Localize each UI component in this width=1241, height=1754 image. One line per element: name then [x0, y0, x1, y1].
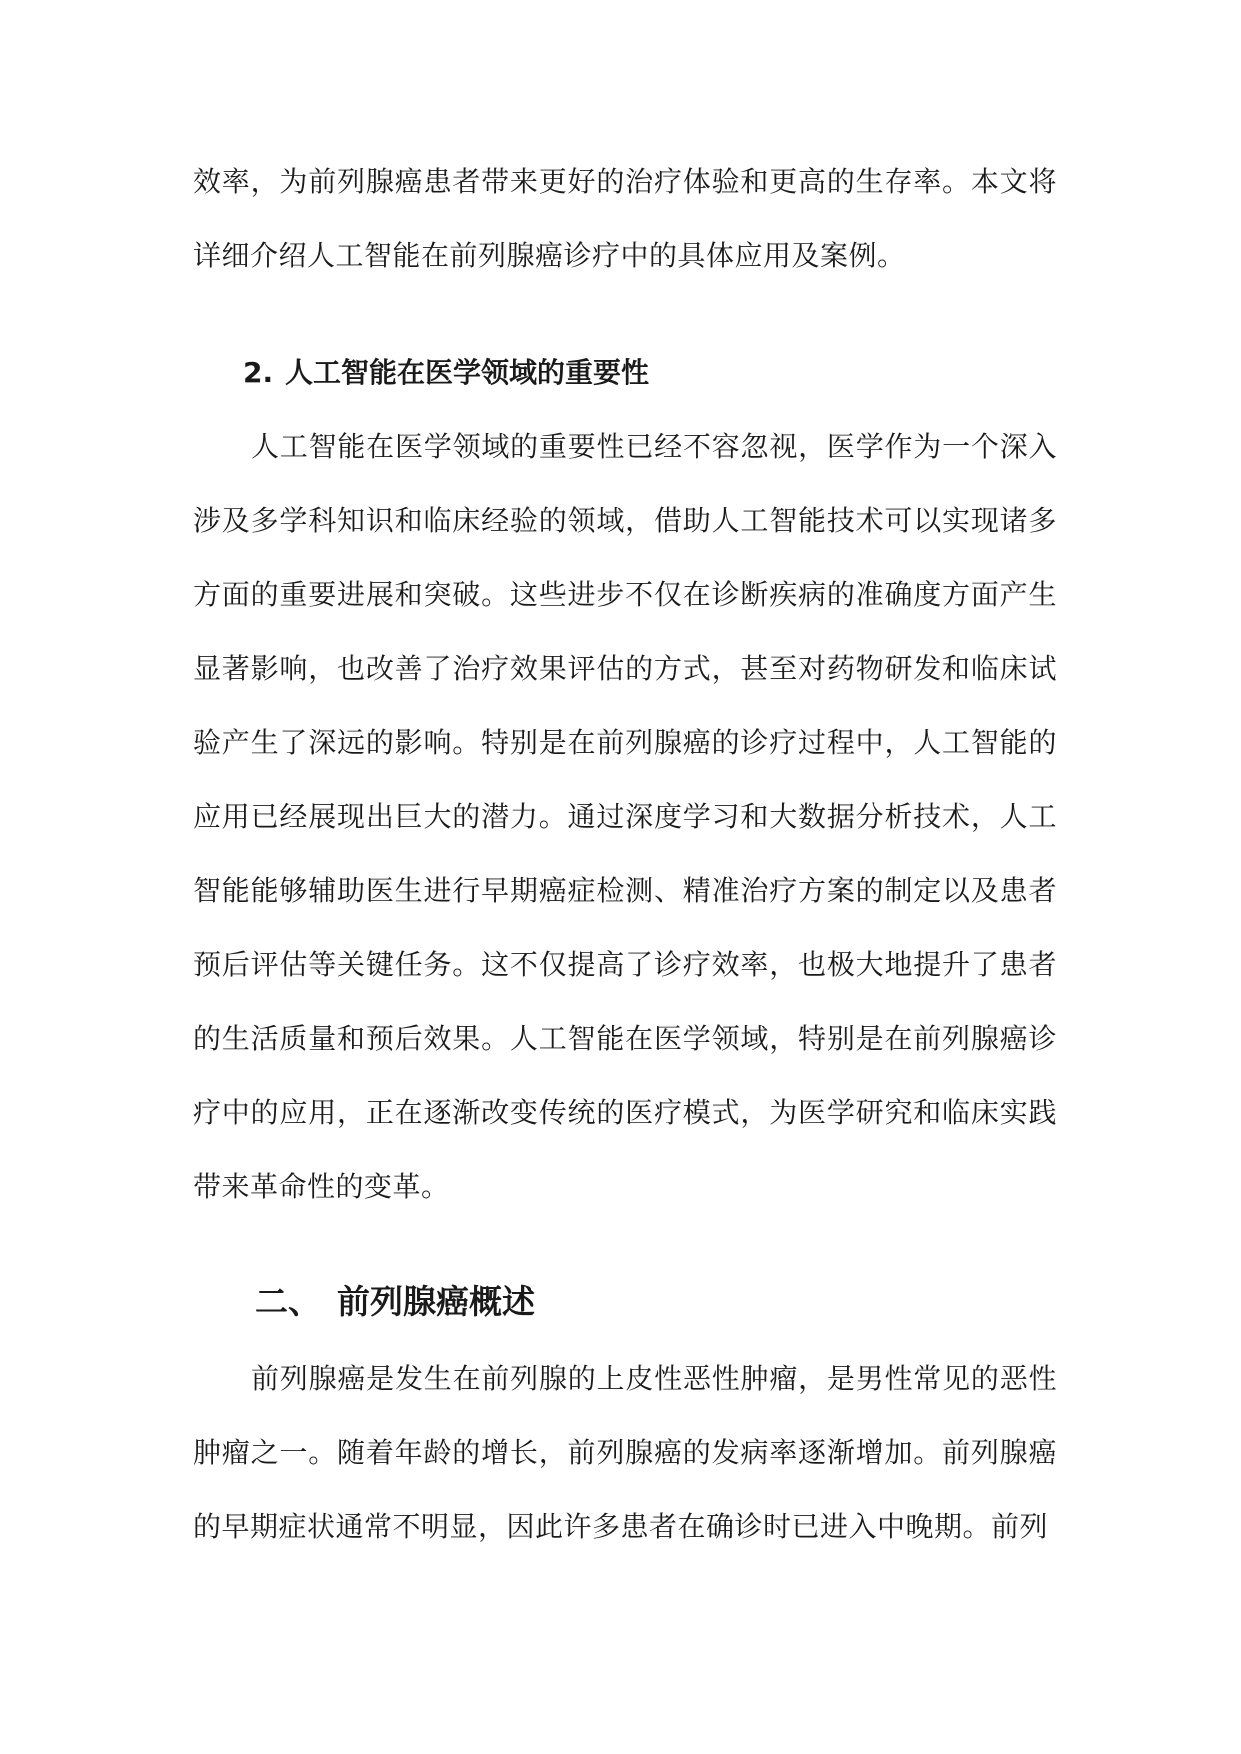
chapter-number: 二、 — [255, 1282, 321, 1321]
page-content — [193, 145, 1057, 1564]
section-number: 2. — [243, 356, 274, 389]
section-paragraph: 人工智能在医学领域的重要性已经不容忽视，医学作为一个深入涉及多学科知识和临床经验的领域，借助人工智能技术可以实现诸多方面的重要进展和突破。这些进步不仅在诊断疾病的准确度方面产生显著影响，也改善了治疗效果评估的方式，甚至对药物研发和临床试验产生了深远的影响。特别是在前列腺癌的诊疗过程中，人工智能的应用已经展现出巨大的潜力。通过深度学习和大数据分析技术，人工智能能够辅助医生进行早期癌症检测、精准治疗方案的制定以及患者预后评估等关键任务。这不仅提高了诊疗效率，也极大地提升了患者的生活质量和预后效果。人工智能在医学领域，特别是在前列腺癌诊疗中的应用，正在逐渐改变传统的医疗模式，为医学研究和临床实践带来革命性的变革。 — [193, 430, 1057, 1203]
section-title: 人工智能在医学领域的重要性 — [285, 356, 650, 389]
chapter-paragraph: 前列腺癌是发生在前列腺的上皮性恶性肿瘤，是男性常见的恶性肿瘤之一。随着年龄的增长，前列腺癌的发病率逐渐增加。前列腺癌的早期症状通常不明显，因此许多患者在确诊时已进入中晚期。前列 — [193, 1362, 1057, 1543]
intro-paragraph: 效率，为前列腺癌患者带来更好的治疗体验和更高的生存率。本文将详细介绍人工智能在前列腺癌诊疗中的具体应用及案例。 — [193, 165, 1057, 272]
section-heading — [193, 336, 1057, 410]
chapter-heading — [193, 1265, 1057, 1339]
chapter-title: 前列腺癌概述 — [337, 1282, 535, 1321]
